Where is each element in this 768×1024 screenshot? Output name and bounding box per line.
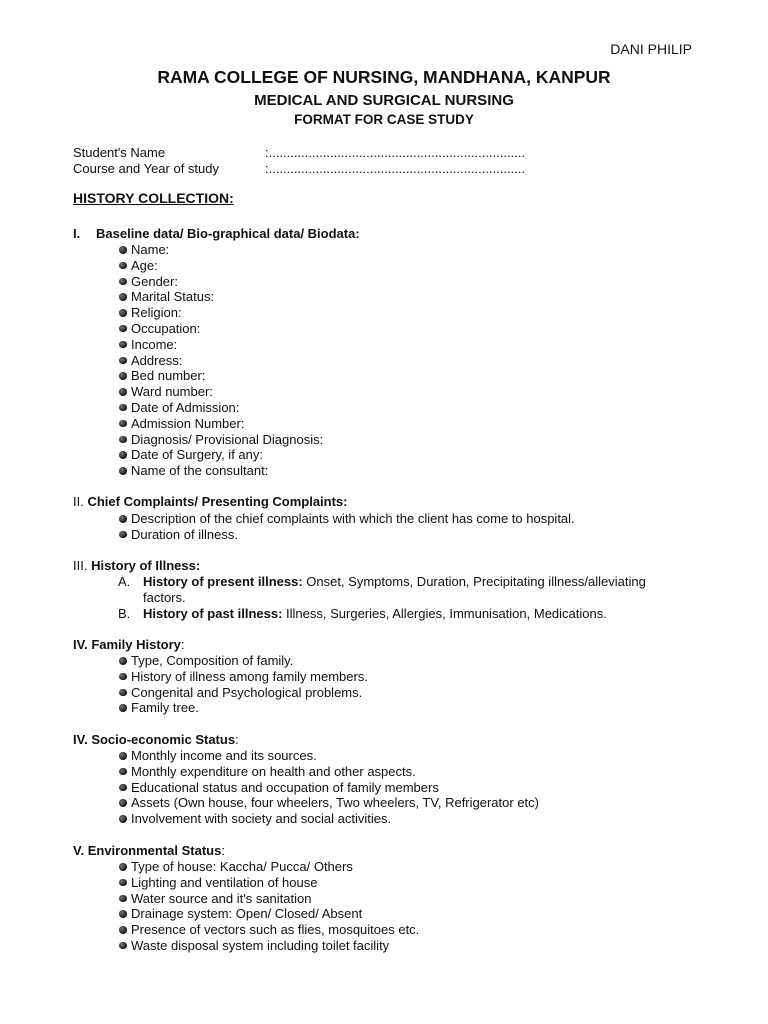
list-item-text: Address: [131,352,183,368]
list-item [118,242,323,258]
item-marker: A. [118,574,131,589]
past-illness-item [118,606,607,622]
item-text: Illness, Surgeries, Allergies, Immunisation, Medications. [282,606,607,621]
history-collection-heading: HISTORY COLLECTION: [73,190,234,206]
section-heading-family-history [73,637,185,653]
subject-title: MEDICAL AND SURGICAL NURSING [254,92,514,109]
section-heading-socio-economic [73,732,239,748]
list-item-text: Involvement with society and social activities. [131,811,392,827]
list-item [118,527,575,543]
list-item-text: Bed number: [131,368,206,384]
list-item [118,938,419,954]
bullet-icon [119,420,127,428]
list-item [118,432,323,448]
family-history-list [118,653,368,716]
item-title: History of present illness: [143,574,303,589]
bullet-icon [119,436,127,444]
list-item [118,875,419,891]
list-item [118,289,323,305]
list-item-text: Ward number: [131,384,213,400]
bullet-icon [119,404,127,412]
list-item [118,337,323,353]
socio-economic-list [118,748,539,827]
item-text: Onset, Symptoms, Duration, Precipitating illness/alleviating [302,574,646,589]
environmental-list [118,859,419,954]
list-item-text: Name of the consultant: [131,463,269,479]
list-item [118,368,323,384]
present-illness-item [118,574,646,590]
bullet-icon [119,325,127,333]
bullet-icon [119,467,127,475]
bullet-icon [119,531,127,539]
baseline-list [118,242,323,479]
section-heading-history-illness [73,558,200,574]
bullet-icon [119,673,127,681]
bullet-icon [119,451,127,459]
bullet-icon [119,926,127,934]
list-item [118,305,323,321]
bullet-icon [119,784,127,792]
list-item-text: Water source and it's sanitation [131,890,312,906]
section-numeral: II. [73,494,84,509]
bullet-icon [119,246,127,254]
bullet-icon [119,689,127,697]
section-numeral: III. [73,558,88,573]
bullet-icon [119,657,127,665]
list-item [118,764,539,780]
section-title: IV. Family History [73,637,181,652]
list-item [118,463,323,479]
bullet-icon [119,388,127,396]
section-heading-environmental [73,843,225,859]
bullet-icon [119,341,127,349]
list-item-text: Gender: [131,273,178,289]
list-item [118,906,419,922]
list-item-text: Admission Number: [131,415,245,431]
author-name: DANI PHILIP [610,41,692,57]
item-marker: B. [118,606,131,621]
field-label: Course and Year of study [73,161,219,176]
field-blank: :....................................................................... [265,161,526,176]
list-item [118,811,539,827]
bullet-icon [119,372,127,380]
list-item-text: Age: [131,257,158,273]
list-item [118,891,419,907]
bullet-icon [119,768,127,776]
list-item [118,795,539,811]
list-item [118,447,323,463]
list-item-text: Income: [131,336,178,352]
bullet-icon [119,895,127,903]
bullet-icon [119,357,127,365]
list-item-text: Drainage system: Open/ Closed/ Absent [131,906,363,922]
list-item [118,748,539,764]
field-label: Student's Name [73,145,166,160]
section-heading-baseline [73,226,360,242]
list-item-text: Monthly expenditure on health and other aspects. [131,763,416,779]
list-item [118,669,368,685]
list-item [118,384,323,400]
list-item-text: Presence of vectors such as flies, mosquitoes etc. [131,922,420,938]
list-item-text: Name: [131,242,170,257]
list-item [118,416,323,432]
list-item-text: Marital Status: [131,289,215,305]
list-item-text: Monthly income and its sources. [131,748,317,763]
list-item-text: Description of the chief complaints with which the client has come to hospital. [131,511,575,526]
bullet-icon [119,910,127,918]
bullet-icon [119,879,127,887]
section-title: Baseline data/ Bio-graphical data/ Biodata: [96,226,360,241]
section-heading-chief-complaints [73,494,348,510]
bullet-icon [119,815,127,823]
bullet-icon [119,309,127,317]
list-item-text: Type of house: Kaccha/ Pucca/ Others [131,859,353,874]
list-item [118,258,323,274]
bullet-icon [119,278,127,286]
section-title: V. Environmental Status [73,843,222,858]
bullet-icon [119,942,127,950]
list-item-text: History of illness among family members. [131,668,368,684]
list-item [118,321,323,337]
list-item-text: Type, Composition of family. [131,653,294,668]
college-title: RAMA COLLEGE OF NURSING, MANDHANA, KANPUR [157,67,611,87]
bullet-icon [119,515,127,523]
section-title: History of Illness: [91,558,201,573]
list-item [118,353,323,369]
list-item-text: Occupation: [131,320,201,336]
list-item-text: Congenital and Psychological problems. [131,684,363,700]
bullet-icon [119,293,127,301]
bullet-icon [119,752,127,760]
section-colon: : [221,843,225,858]
section-title: IV. Socio-economic Status [73,732,236,747]
list-item-text: Assets (Own house, four wheelers, Two wheelers, TV, Refrigerator etc) [131,795,539,811]
list-item-text: Waste disposal system including toilet facility [131,937,390,953]
section-colon: : [180,637,185,652]
list-item [118,511,575,527]
list-item-text: Date of Admission: [131,399,240,415]
list-item-text: Religion: [131,305,182,321]
list-item [118,274,323,290]
section-title: Chief Complaints/ Presenting Complaints: [87,494,348,509]
bullet-icon [119,262,127,270]
item-title: History of past illness: [143,606,283,621]
list-item-text: Educational status and occupation of family members [131,779,439,795]
chief-complaints-list [118,511,575,543]
field-blank: :....................................................................... [265,145,526,160]
bullet-icon [119,704,127,712]
bullet-icon [119,863,127,871]
list-item-text: Date of Surgery, if any: [131,447,263,463]
list-item [118,780,539,796]
list-item [118,685,368,701]
list-item [118,400,323,416]
section-colon: : [235,732,239,747]
list-item-text: Duration of illness. [131,526,238,542]
list-item-text: Family tree. [131,700,199,716]
list-item-text: Lighting and ventilation of house [131,874,318,890]
format-title: FORMAT FOR CASE STUDY [294,112,474,127]
section-numeral: I. [73,226,81,241]
list-item [118,653,368,669]
bullet-icon [119,799,127,807]
present-illness-continuation: factors. [143,590,186,605]
list-item [118,922,419,938]
list-item-text: Diagnosis/ Provisional Diagnosis: [131,431,324,447]
list-item [118,700,368,716]
list-item [118,859,419,875]
